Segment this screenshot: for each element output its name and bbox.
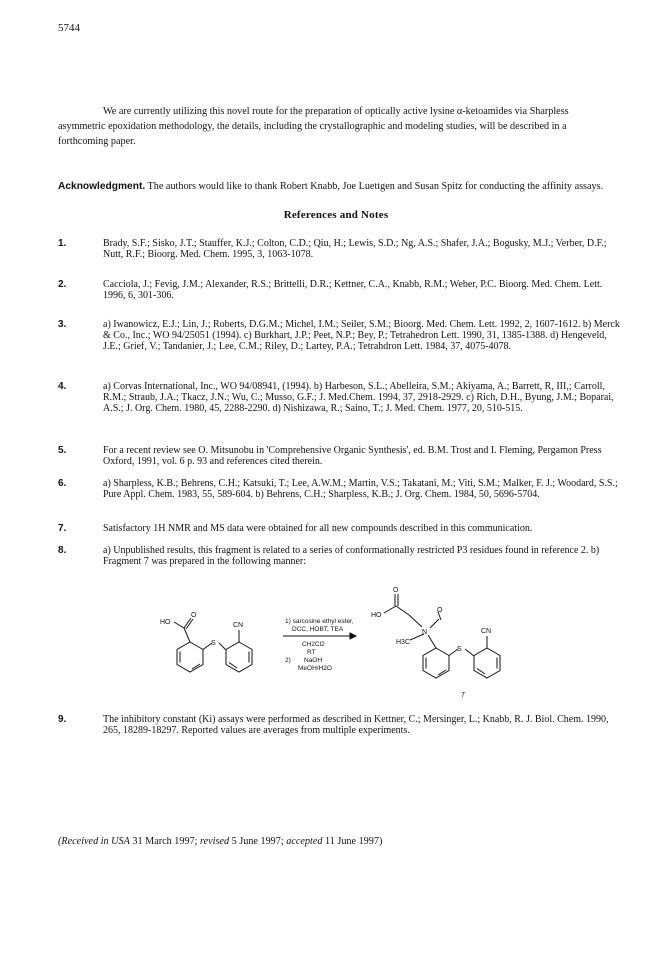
reference-text: a) Corvas International, Inc., WO 94/08941, (1994). b) Harbeson, S.L.; Abelleira, S.M.; Akiyama, A.; Barrett, R, III,; Carroll, R.M.; Straub, J.A.; Tkacz, J.N.; Wu, C.; Musso, G.F.; J. Med.Chem. 1994, 37, 2918-2929. c) Rich, D.H., Byung, J.M.; Boparai, A.S.; J. Org. Chem. 1980, 45, 2288-2290. d) Nishizawa, R.; Saino, T.; J. Med. Chem. 1977, 20, 510-515. — [103, 381, 614, 415]
reference-text: a) Iwanowicz, E.J.; Lin, J.; Roberts, D.G.M.; Michel, I.M.; Seiler, S.M.; Bioorg. Med. Chem. Lett. 1992, 2, 1607-1612. b) Merck & Co., Inc.; WO 94/25051 (1994). c) Burkhart, J.P.; Peet, N.P.; Bey, P.; Tetrahedron Lett. 1990, 31, 1385-1388. d) Hengeveld, J.E.; Grief, V.; Tandanier, J.; Lee, C.M.; Riley, D.; Lartey, P.A.; Tetrahdron Lett. 1984, 37, 4075-4078. — [103, 319, 620, 353]
reference-text: Brady, S.F.; Sisko, J.T.; Stauffer, K.J.; Colton, C.D.; Qiu, H.; Lewis, S.D.; Ng, A.S.; Shafer, J.A.; Bogusky, M.J.; Verber, D.F.; Nutt, R.F.; Bioorg. Med. Chem. 1995, 3, 1063-1078. — [103, 238, 607, 261]
reference-number: 6. — [58, 478, 67, 489]
acknowledgment-text: The authors would like to thank Robert Knabb, Joe Luettgen and Susan Spitz for conducting the affinity assays. — [145, 181, 604, 192]
condition-temp: RT — [307, 649, 316, 656]
acknowledgment-paragraph — [58, 179, 618, 194]
accepted-date: 11 June 1997) — [322, 836, 383, 847]
condition-step1-reagents: DCC, HOBT, TEA — [292, 626, 344, 633]
condition-step1: 1) sarcosine ethyl ester, — [285, 618, 354, 625]
received-date: 31 March 1997; — [129, 836, 201, 847]
page-number: 5744 — [58, 22, 80, 34]
reference-number: 3. — [58, 319, 67, 330]
reference-number: 2. — [58, 279, 67, 290]
intro-paragraph: We are currently utilizing this novel route for the preparation of optically active lysine α-ketoamides via Sharpless asymmetric epoxidation methodology, the details, including the crystallographic and modeling studies, will be described in a forthcoming paper. — [58, 106, 569, 147]
reference-number: 7. — [58, 523, 67, 534]
carboxyl-bond — [184, 628, 190, 642]
reactant-ring-left — [177, 642, 203, 672]
condition-step2-solvent: MeOH/H2O — [298, 665, 332, 672]
received-open: ( — [58, 836, 62, 847]
condition-step2-reagent: NaOH — [304, 657, 323, 664]
reactant-ho-label: HO — [160, 619, 171, 626]
product-ring-right — [474, 648, 500, 678]
condition-solvent: CH2Cl2 — [302, 641, 325, 648]
reference-text: For a recent review see O. Mitsunobu in 'Comprehensive Organic Synthesis', ed. B.M. Trost and I. Fleming, Pergamon Press Oxford, 1991, vol. 6 p. 93 and references cited therein. — [103, 445, 602, 468]
product-ho-label: HO — [371, 612, 382, 619]
product-cn-label: CN — [481, 628, 492, 635]
reference-number: 5. — [58, 445, 67, 456]
reference-number: 4. — [58, 381, 67, 392]
reference-text: Satisfactory 1H NMR and MS data were obtained for all new compounds described in this communication. — [103, 523, 533, 534]
reference-number: 1. — [58, 238, 67, 249]
accepted-label: accepted — [286, 836, 323, 847]
reactant-s-label: S — [211, 640, 216, 647]
reaction-scheme — [0, 572, 672, 702]
product-s-label: S — [457, 646, 462, 653]
reference-text: a) Sharpless, K.B.; Behrens, C.H.; Katsuki, T.; Lee, A.W.M.; Martin, V.S.; Takatani, M.; Viti, S.M.; Malker, F. J.; Woodard, S.S.; Pure Appl. Chem. 1983, 55, 589-604. b) Behrens, C.H.; Sharpless, K.B.; J. Org. Chem. 1984, 50, 5696-5704. — [103, 478, 618, 501]
product-o-label: O — [437, 607, 443, 614]
reactant-ring-right — [226, 642, 252, 672]
product-n-label: N — [422, 629, 428, 636]
revised-date: 5 June 1997; — [229, 836, 287, 847]
acknowledgment-label: Acknowledgment. — [58, 181, 146, 192]
reference-text: Cacciola, J.; Fevig, J.M.; Alexander, R.S.; Brittelli, D.R.; Kettner, C.A., Knabb, R.M.; Weber, P.C. Bioorg. Med. Chem. Lett. 1996, 6, 301-306. — [103, 279, 603, 302]
product-ring-left — [423, 648, 449, 678]
reference-text: a) Unpublished results, this fragment is related to a series of conformationally restricted P3 residues found in reference 2. b) Fragment 7 was prepared in the following manner: — [103, 545, 600, 568]
reactant-o-label: O — [191, 612, 197, 619]
received-in-label: Received in USA — [61, 836, 130, 847]
received-dates — [58, 836, 382, 847]
reference-number: 9. — [58, 714, 67, 725]
condition-step2: 2) — [285, 657, 291, 664]
revised-label: revised — [200, 836, 230, 847]
compound-number: 7 — [461, 692, 465, 699]
product-h3c-label: H3C — [396, 639, 411, 646]
reference-number: 8. — [58, 545, 67, 556]
product-o-top-label: O — [393, 587, 399, 594]
reference-text: The inhibitory constant (Ki) assays were performed as described in Kettner, C.; Mersinger, L.; Knabb, R. J. Biol. Chem. 1990, 265, 18289-18297. Reported values are averages from multiple experiments. — [103, 714, 609, 737]
reactant-cn-label: CN — [233, 622, 244, 629]
references-heading: References and Notes — [283, 209, 389, 221]
